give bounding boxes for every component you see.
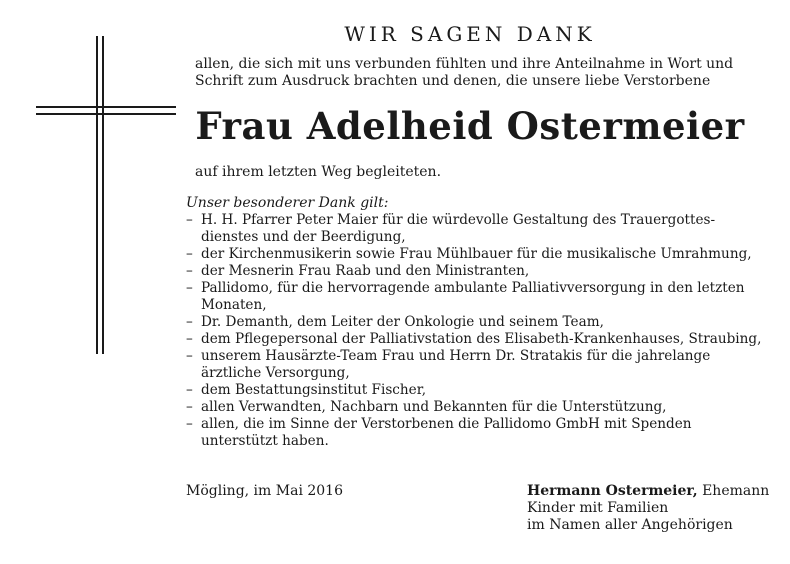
list-item: – H. H. Pfarrer Peter Maier für die würdevolle Gestaltung des Trauergottes-dienstes und der Beerdigung, [186, 212, 716, 245]
signature-block [527, 483, 769, 534]
list-item: – unserem Hausärzte-Team Frau und Herrn Dr. Stratakis für die jahrelange ärztliche Versorgung, [186, 348, 711, 381]
list-item: – dem Bestattungsinstitut Fischer, [186, 382, 427, 398]
thanks-list [186, 212, 766, 450]
list-item: – allen, die im Sinne der Verstorbenen die Pallidomo GmbH mit Spenden unterstützt haben. [186, 416, 692, 449]
signature-name: Hermann Ostermeier, [527, 483, 698, 499]
notice-heading: WIR SAGEN DANK [344, 22, 596, 46]
list-item: – Dr. Demanth, dem Leiter der Onkologie und seinem Team, [186, 314, 604, 330]
deceased-name: Frau Adelheid Ostermeier [195, 104, 745, 148]
list-item: – dem Pflegepersonal der Palliativstation des Elisabeth-Krankenhauses, Straubing, [186, 331, 762, 347]
signature-line-3: im Namen aller Angehörigen [527, 517, 733, 533]
place-date: Mögling, im Mai 2016 [186, 483, 344, 499]
cross-icon [36, 36, 176, 356]
signature-line-1 [527, 483, 769, 500]
thanks-title: Unser besonderer Dank gilt: [186, 195, 389, 211]
list-item: – allen Verwandten, Nachbarn und Bekannten für die Unterstützung, [186, 399, 667, 415]
list-item: – der Mesnerin Frau Raab und den Ministranten, [186, 263, 530, 279]
signature-line-2: Kinder mit Familien [527, 500, 669, 516]
list-item: – der Kirchenmusikerin sowie Frau Mühlbauer für die musikalische Umrahmung, [186, 246, 752, 262]
intro-text: allen, die sich mit uns verbunden fühlten und ihre Anteilnahme in Wort und Schrift zum Ausdruck brachten und denen, die unsere liebe Verstorbene [195, 56, 734, 89]
after-name-text: auf ihrem letzten Weg begleiteten. [195, 164, 442, 180]
signature-relation: Ehemann [697, 483, 770, 499]
list-item: – Pallidomo, für die hervorragende ambulante Palliativversorgung in den letzten Monaten, [186, 280, 745, 313]
